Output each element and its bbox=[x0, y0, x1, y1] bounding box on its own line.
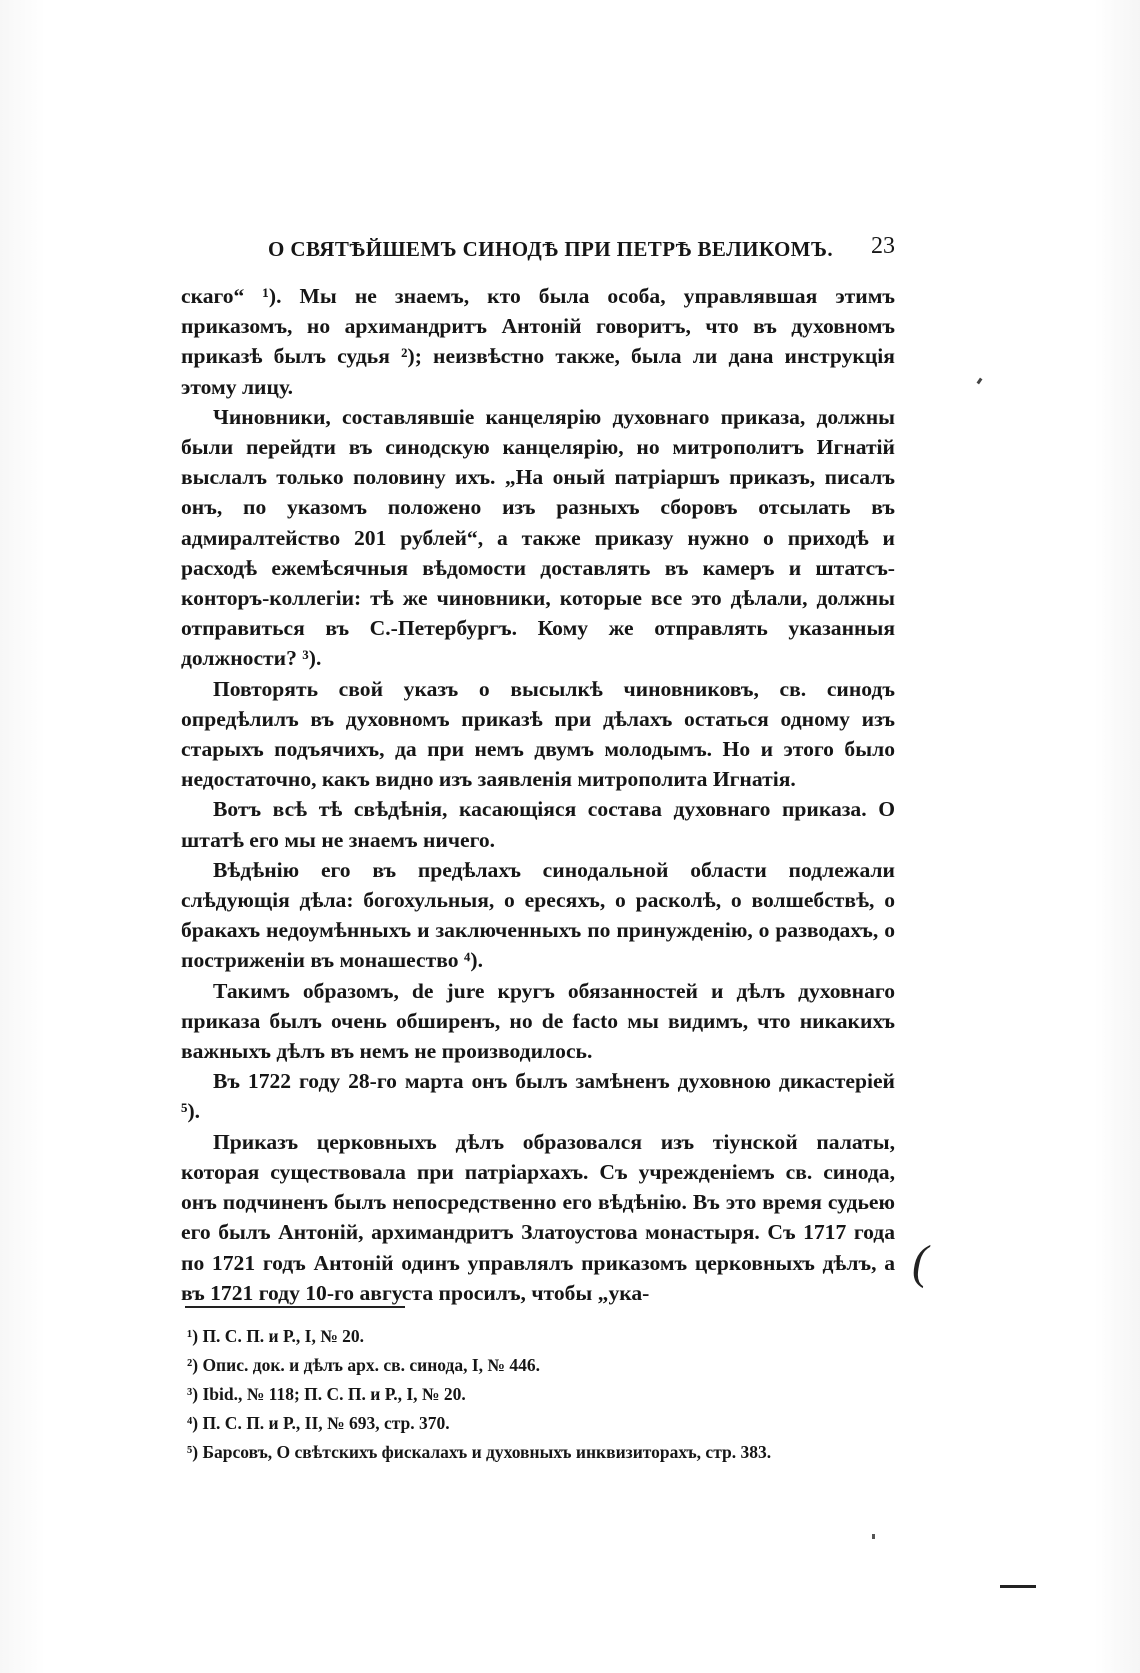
page-number: 23 bbox=[871, 233, 895, 259]
main-text bbox=[181, 281, 895, 1308]
paragraph-7: Въ 1722 году 28-го марта онъ былъ замѣненъ духовною дикастеріей ⁵). bbox=[181, 1069, 895, 1124]
paragraph-2: Чиновники, составлявшіе канцелярію духовнаго приказа, должны были перейдти въ синодскую канцелярію, но митрополитъ Игнатій выслалъ только половину ихъ. „На оный патріаршъ приказъ, писалъ онъ, по указомъ положено изъ разныхъ сборовъ отсылать въ адмиралтейство 201 рублей“, а также приказу нужно о приходѣ и расходѣ ежемѣсячныя вѣдомости доставлять въ камеръ и штатсъ-конторъ-коллегіи: тѣ же чиновники, которые все это дѣлали, должны отправиться въ С.-Петербургъ. Кому же отправлять указанныя должности? ³). bbox=[181, 404, 895, 671]
paragraph-6: Такимъ образомъ, de jure кругъ обязанностей и дѣлъ духовнаго приказа былъ очень обширенъ, но de facto мы видимъ, что никакихъ важныхъ дѣлъ въ немъ не производилось. bbox=[181, 978, 895, 1064]
footnote-4: ⁴) П. С. П. и Р., II, № 693, стр. 370. bbox=[187, 1413, 450, 1433]
footnote-1: ¹) П. С. П. и Р., I, № 20. bbox=[187, 1326, 365, 1346]
page-header bbox=[150, 233, 895, 267]
footnote-3: ³) Ibid., № 118; П. С. П. и Р., I, № 20. bbox=[187, 1384, 466, 1404]
margin-bracket-mark: ( bbox=[912, 1236, 928, 1289]
footnote-5: ⁵) Барсовъ, О свѣтскихъ фискалахъ и духовныхъ инквизиторахъ, стр. 383. bbox=[187, 1442, 772, 1462]
paragraph-3: Повторять свой указъ о высылкѣ чиновниковъ, св. синодъ опредѣлилъ въ духовномъ приказѣ при дѣлахъ остаться одному изъ старыхъ подъячихъ, да при немъ двумъ молодымъ. Но и этого было недостаточно, какъ видно изъ заявленія митрополита Игнатія. bbox=[181, 676, 895, 792]
margin-dash-mark bbox=[1000, 1585, 1036, 1588]
footnotes bbox=[181, 1322, 901, 1467]
footnote-2: ²) Опис. док. и дѣлъ арх. св. синода, I, № 446. bbox=[187, 1355, 541, 1375]
paragraph-5: Вѣдѣнію его въ предѣлахъ синодальной области подлежали слѣдующія дѣла: богохульныя, о ересяхъ, о расколѣ, о волшебствѣ, о бракахъ недоумѣнныхъ и заключенныхъ по принужденію, о разводахъ, о постриженіи въ монашество ⁴). bbox=[181, 857, 895, 973]
scan-speck bbox=[872, 1534, 875, 1539]
footnote-divider bbox=[185, 1306, 405, 1308]
running-title: О СВЯТѢЙШЕМЪ СИНОДѢ ПРИ ПЕТРѢ ВЕЛИКОМЪ. bbox=[268, 237, 834, 261]
margin-tick-mark bbox=[977, 378, 983, 385]
paragraph-4: Вотъ всѣ тѣ свѣдѣнія, касающіяся состава духовнаго приказа. О штатѣ его мы не знаемъ ничего. bbox=[181, 797, 895, 852]
paragraph-1: скаго“ ¹). Мы не знаемъ, кто была особа, управлявшая этимъ приказомъ, но архимандритъ Антоній говоритъ, что въ духовномъ приказѣ былъ судья ²); неизвѣстно также, была ли дана инструкція этому лицу. bbox=[181, 284, 895, 399]
paragraph-8: Приказъ церковныхъ дѣлъ образовался изъ тіунской палаты, которая существовала при патріархахъ. Съ учрежденіемъ св. синода, онъ подчиненъ былъ непосредственно его вѣдѣнію. Въ это время судьею его былъ Антоній, архимандритъ Златоустова монастыря. Съ 1717 года по 1721 годъ Антоній одинъ управлялъ приказомъ церковныхъ дѣлъ, а въ 1721 году 10-го августа просилъ, чтобы „ука- bbox=[181, 1129, 895, 1305]
